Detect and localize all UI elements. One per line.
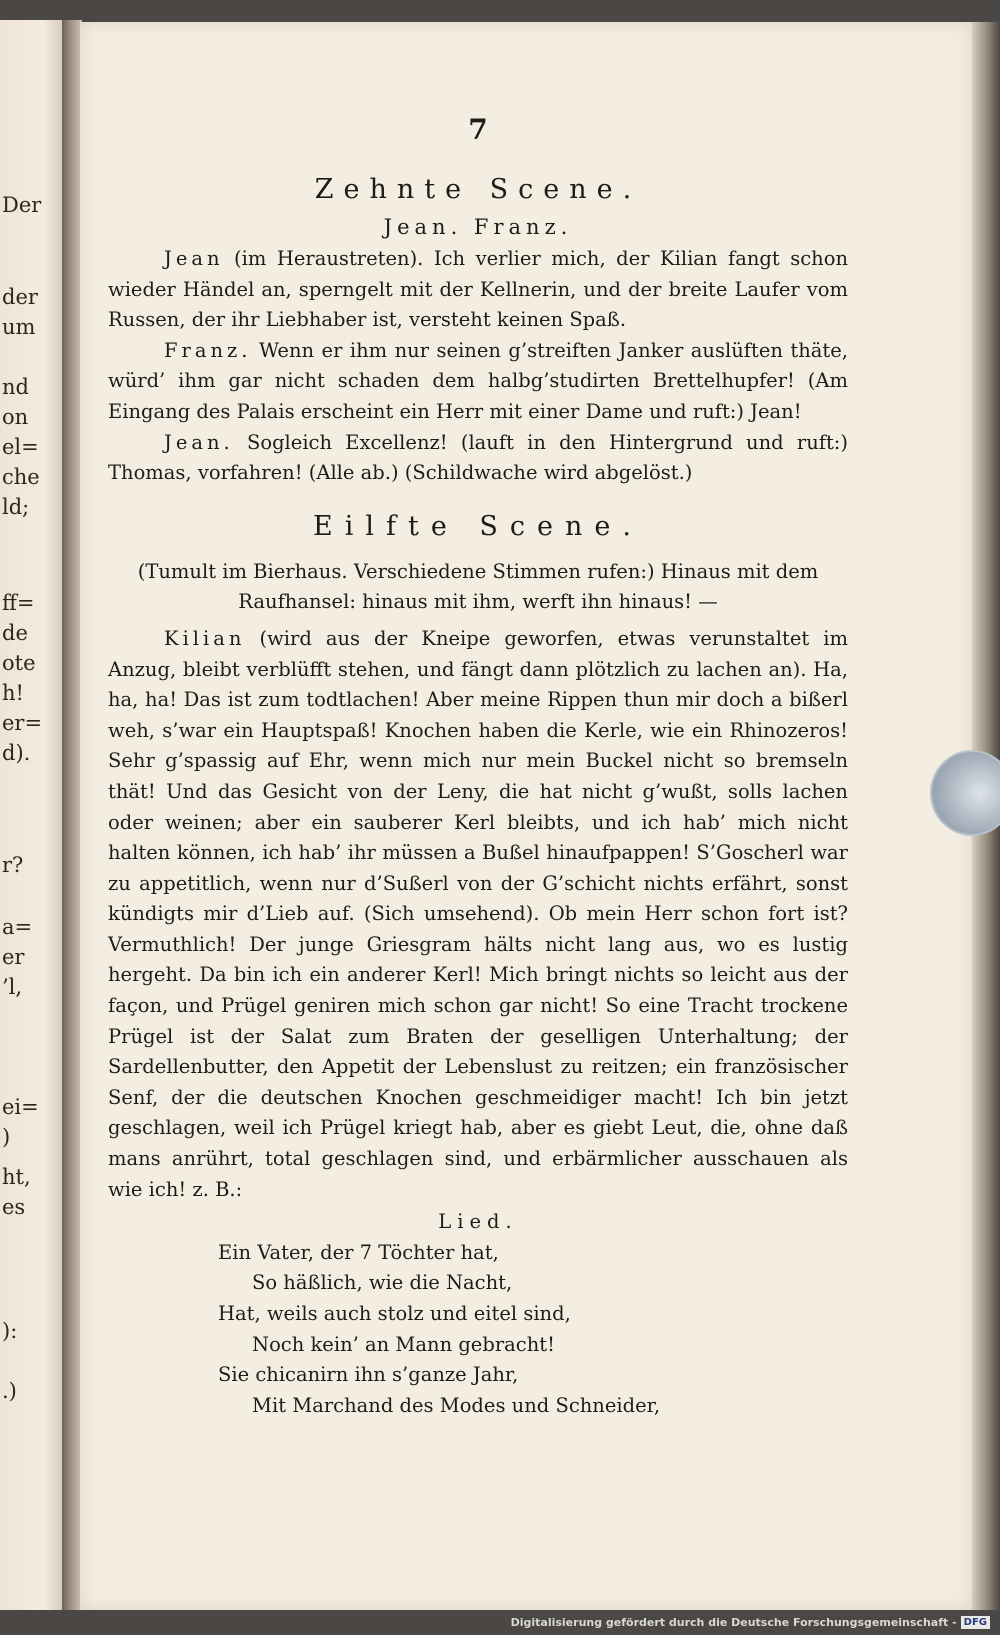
speaker-name: Kilian xyxy=(164,626,246,650)
left-fragment: ’l, xyxy=(2,975,23,999)
left-fragment: ei= xyxy=(2,1095,39,1119)
left-page-edge xyxy=(0,20,62,1610)
dfg-logo-icon: DFG xyxy=(961,1616,990,1629)
left-fragment: ) xyxy=(2,1125,11,1149)
left-fragment: .) xyxy=(2,1379,17,1403)
left-fragment: el= xyxy=(2,435,39,459)
left-fragment: nd xyxy=(2,375,29,399)
dialogue-paragraph xyxy=(108,244,848,336)
left-fragment: er= xyxy=(2,711,43,735)
left-fragment: ht, xyxy=(2,1165,31,1189)
scene-characters: Jean. Franz. xyxy=(383,215,573,239)
page-text xyxy=(108,112,848,1421)
left-fragment: um xyxy=(2,315,36,339)
left-fragment: ff= xyxy=(2,591,35,615)
left-fragment: a= xyxy=(2,915,33,939)
speaker-name: Jean xyxy=(164,247,224,270)
left-fragment: Der xyxy=(2,193,42,217)
left-fragment: de xyxy=(2,621,28,645)
verse-line: Sie chicanirn ihn s’ganze Jahr, xyxy=(218,1363,519,1387)
scene-heading: Eilfte Scene. xyxy=(313,510,643,542)
verse-line: Mit Marchand des Modes und Schneider, xyxy=(252,1393,661,1417)
verse-line: So häßlich, wie die Nacht, xyxy=(252,1271,513,1295)
left-fragment: r? xyxy=(2,853,24,877)
page-number: 7 xyxy=(468,113,488,146)
book-gutter xyxy=(62,20,82,1610)
left-fragment: h! xyxy=(2,681,24,705)
dialogue-text: Wenn er ihm nur seinen g’streiften Janker auslüften thäte, würd’ ihm gar nicht schaden dem halbg’studirten Brettelhupfer! (Am Eingang des Palais erscheint ein Herr mit einer Dame und ruft:) Jean! xyxy=(108,338,848,423)
dialogue-paragraph xyxy=(108,336,848,428)
speaker-name: Franz. xyxy=(164,338,252,362)
left-fragment: ld; xyxy=(2,495,30,519)
left-fragment: ote xyxy=(2,651,36,675)
dialogue-text: (im Heraustreten). Ich verlier mich, der Kilian fangt schon wieder Händel an, sperngelt mit der Kellnerin, und der breite Laufer vom Russen, der ihr Liebhaber ist, versteht keinen Spaß. xyxy=(108,247,848,332)
footer-text: Digitalisierung gefördert durch die Deutsche Forschungsgemeinschaft - xyxy=(510,1616,957,1629)
speaker-name: Jean. xyxy=(164,430,234,454)
left-fragment: der xyxy=(2,285,38,309)
verse-line: Noch kein’ an Mann gebracht! xyxy=(252,1332,555,1356)
left-fragment: on xyxy=(2,405,29,429)
stage-direction: (Tumult im Bierhaus. Verschiedene Stimmen rufen:) Hinaus mit dem Raufhansel: hinaus mit ihm, werft ihn hinaus! — xyxy=(137,559,819,614)
left-fragment: che xyxy=(2,465,40,489)
verse-line: Ein Vater, der 7 Töchter hat, xyxy=(218,1240,499,1264)
digitization-footer xyxy=(511,1616,990,1629)
dialogue-text: (wird aus der Kneipe geworfen, etwas verunstaltet im Anzug, bleibt verblüfft stehen, und fängt dann plötzlich zu lachen an). Ha, ha, ha! Das ist zum todtlachen! Aber meine Rippen thun mir doch a bißerl weh, s’war ein Hauptspaß! Knochen haben die Kerle, wie ein Rhinozeros! Sehr g’spassig auf Ehr, wenn mich nur mein Buckel nicht so bremseln thät! Und das Gesicht von der Leny, die hat nicht g’wußt, solls lachen oder weinen; aber ein sauberer Kerl bleibts, und ich hab’ mich nicht halten können, ich hab’ ihr müssen a Bußel hinaufpappen! S’Goscherl war zu appetitlich, wenn nur d’Sußerl von der G’schicht nichts erfährt, sonst kündigts mir d’Lieb auf. (Sich umsehend). Ob mein Herr schon fort ist? Vermuthlich! Der junge Griesgram hälts nicht lang aus, wo es lustig hergeht. Da bin ich ein anderer Kerl! Mich bringt nichts so leicht aus der façon, und Prügel geniren mich schon gar nicht! So eine Tracht trockene Prügel ist der Salat zum Braten der geselligen Unterhaltung; der Sardellenbutter, den Appetit der Lebenslust zu reitzen; ein französischer Senf, der die deutschen Knochen geschmeidiger macht! Ich bin jetzt geschlagen, weil ich Prügel kriegt hab, aber es giebt Leut, die, ohne daß mans anrührt, total geschlagen sind, und erbärmlicher ausschauen als wie ich! z. B.: xyxy=(108,626,848,1201)
song-title: Lied. xyxy=(438,1210,518,1234)
verse-line: Hat, weils auch stolz und eitel sind, xyxy=(218,1302,571,1325)
left-fragment: ): xyxy=(2,1319,18,1343)
left-fragment: es xyxy=(2,1195,26,1219)
dialogue-paragraph xyxy=(108,428,848,489)
dialogue-text: Sogleich Excellenz! (lauft in den Hintergrund und ruft:) Thomas, vorfahren! (Alle ab.) (Schildwache wird abgelöst.) xyxy=(108,430,848,485)
song-verse xyxy=(108,1238,848,1422)
left-fragment: er xyxy=(2,945,25,969)
scene-heading: Zehnte Scene. xyxy=(314,174,642,205)
left-fragment: d). xyxy=(2,741,31,765)
dialogue-paragraph xyxy=(108,624,848,1205)
